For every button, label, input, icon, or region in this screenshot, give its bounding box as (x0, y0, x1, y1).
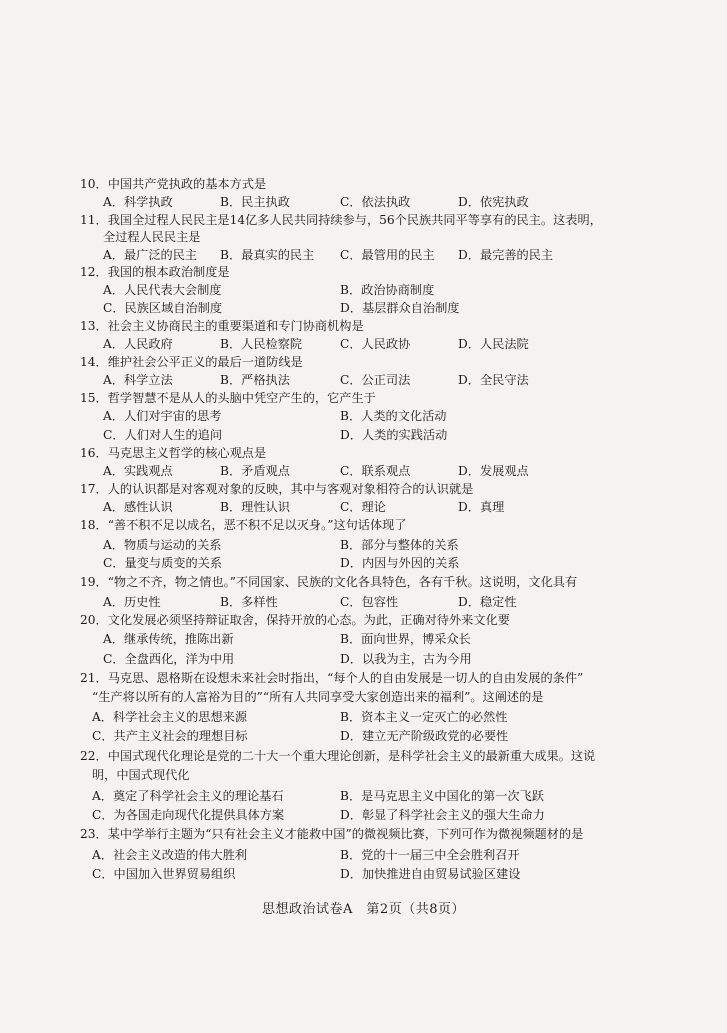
question-16-stem: 16．马克思主义哲学的核心观点是 (80, 446, 267, 460)
q10-option-a: A．科学执政 (103, 195, 173, 209)
q20-option-d: D．以我为主，古为今用 (340, 652, 472, 666)
question-10-stem: 10．中国共产党执政的基本方式是 (80, 177, 267, 191)
q16-option-d: D．发展观点 (458, 464, 529, 478)
q11-option-a: A．最广泛的民主 (103, 248, 198, 262)
question-11-stem: 11．我国全过程人民民主是14亿多人民共同持续参与，56个民族共同平等享有的民主。这表明， (80, 213, 602, 227)
q19-option-b: B．多样性 (220, 595, 278, 609)
question-17-stem: 17．人的认识都是对客观对象的反映，其中与客观对象相符合的认识就是 (80, 482, 474, 496)
q14-option-d: D．全民守法 (458, 373, 529, 387)
question-12-stem: 12．我国的根本政治制度是 (80, 265, 230, 279)
question-20-stem: 20．文化发展必须坚持辩证取舍，保持开放的心态。为此，正确对待外来文化要 (80, 613, 510, 627)
question-22-stem-cont: 明，中国式现代化 (92, 768, 190, 782)
q18-option-b: B．部分与整体的关系 (340, 538, 459, 552)
q10-option-b: B．民主执政 (220, 195, 290, 209)
q20-option-c: C．全盘西化，洋为中用 (103, 652, 235, 666)
q19-option-c: C．包容性 (340, 595, 399, 609)
q16-option-c: C．联系观点 (340, 464, 411, 478)
q16-option-a: A．实践观点 (103, 464, 173, 478)
q15-option-a: A．人们对宇宙的思考 (103, 409, 222, 423)
q13-option-b: B．人民检察院 (220, 337, 303, 351)
question-18-stem: 18．“善不积不足以成名，恶不积不足以灭身。”这句话体现了 (80, 518, 407, 532)
q13-option-d: D．人民法院 (458, 337, 529, 351)
q22-option-b: B．是马克思主义中国化的第一次飞跃 (340, 789, 544, 803)
question-13-stem: 13．社会主义协商民主的重要渠道和专门协商机构是 (80, 319, 364, 333)
q11-option-b: B．最真实的民主 (220, 248, 315, 262)
page-footer: 思想政治试卷A 第2页（共8页） (262, 902, 465, 917)
q11-option-d: D．最完善的民主 (458, 248, 554, 262)
q23-option-c: C．中国加入世界贸易组织 (92, 867, 236, 881)
question-22-stem: 22．中国式现代化理论是党的二十大一个重大理论创新，是科学社会主义的最新重大成果。这说 (80, 749, 596, 763)
q13-option-c: C．人民政协 (340, 337, 411, 351)
q23-option-d: D．加快推进自由贸易试验区建设 (340, 867, 521, 881)
q21-option-a: A．科学社会主义的思想来源 (92, 710, 248, 724)
q18-option-a: A．物质与运动的关系 (103, 538, 222, 552)
q20-option-a: A．继承传统，推陈出新 (103, 632, 234, 646)
q22-option-c: C．为各国走向现代化提供具体方案 (92, 808, 285, 822)
q18-option-c: C．量变与质变的关系 (103, 556, 223, 570)
question-21-stem: 21．马克思、恩格斯在设想未来社会时指出，“每个人的自由发展是一切人的自由发展的条件” (80, 671, 584, 685)
question-23-stem: 23．某中学举行主题为“只有社会主义才能救中国”的微视频比赛，下列可作为微视频题材的是 (80, 827, 584, 841)
q17-option-d: D．真理 (458, 500, 505, 514)
q14-option-a: A．科学立法 (103, 373, 173, 387)
q21-option-b: B．资本主义一定灭亡的必然性 (340, 710, 508, 724)
question-21-stem-cont: “生产将以所有的人富裕为目的”“所有人共同享受大家创造出来的福利”。这阐述的是 (92, 690, 544, 704)
q23-option-b: B．党的十一届三中全会胜利召开 (340, 848, 520, 862)
q19-option-d: D．稳定性 (458, 595, 517, 609)
q19-option-a: A．历史性 (103, 595, 161, 609)
question-15-stem: 15．哲学智慧不是从人的头脑中凭空产生的，它产生于 (80, 391, 376, 405)
q13-option-a: A．人民政府 (103, 337, 173, 351)
q14-option-c: C．公正司法 (340, 373, 411, 387)
q17-option-b: B．理性认识 (220, 500, 290, 514)
q20-option-b: B．面向世界，博采众长 (340, 632, 471, 646)
q21-option-c: C．共产主义社会的理想目标 (92, 729, 248, 743)
q10-option-c: C．依法执政 (340, 195, 411, 209)
q23-option-a: A．社会主义改造的伟大胜利 (92, 848, 248, 862)
q10-option-d: D．依宪执政 (458, 195, 529, 209)
q11-option-c: C．最管用的民主 (340, 248, 435, 262)
q12-option-b: B．政治协商制度 (340, 283, 435, 297)
q14-option-b: B．严格执法 (220, 373, 290, 387)
q12-option-c: C．民族区域自治制度 (103, 301, 223, 315)
question-14-stem: 14．维护社会公平正义的最后一道防线是 (80, 355, 303, 369)
q17-option-a: A．感性认识 (103, 500, 173, 514)
q22-option-d: D．彰显了科学社会主义的强大生命力 (340, 808, 545, 822)
q12-option-a: A．人民代表大会制度 (103, 283, 222, 297)
question-11-stem-cont: 全过程人民民主是 (103, 230, 201, 244)
q22-option-a: A．奠定了科学社会主义的理论基石 (92, 789, 284, 803)
q15-option-b: B．人类的文化活动 (340, 409, 447, 423)
q12-option-d: D．基层群众自治制度 (340, 301, 460, 315)
q15-option-c: C．人们对人生的追问 (103, 428, 223, 442)
q15-option-d: D．人类的实践活动 (340, 428, 448, 442)
q16-option-b: B．矛盾观点 (220, 464, 290, 478)
q17-option-c: C．理论 (340, 500, 386, 514)
q18-option-d: D．内因与外因的关系 (340, 556, 460, 570)
question-19-stem: 19．“物之不齐，物之情也。”不同国家、民族的文化各具特色，各有千秋。这说明，文化具有 (80, 575, 578, 589)
q21-option-d: D．建立无产阶级政党的必要性 (340, 729, 509, 743)
